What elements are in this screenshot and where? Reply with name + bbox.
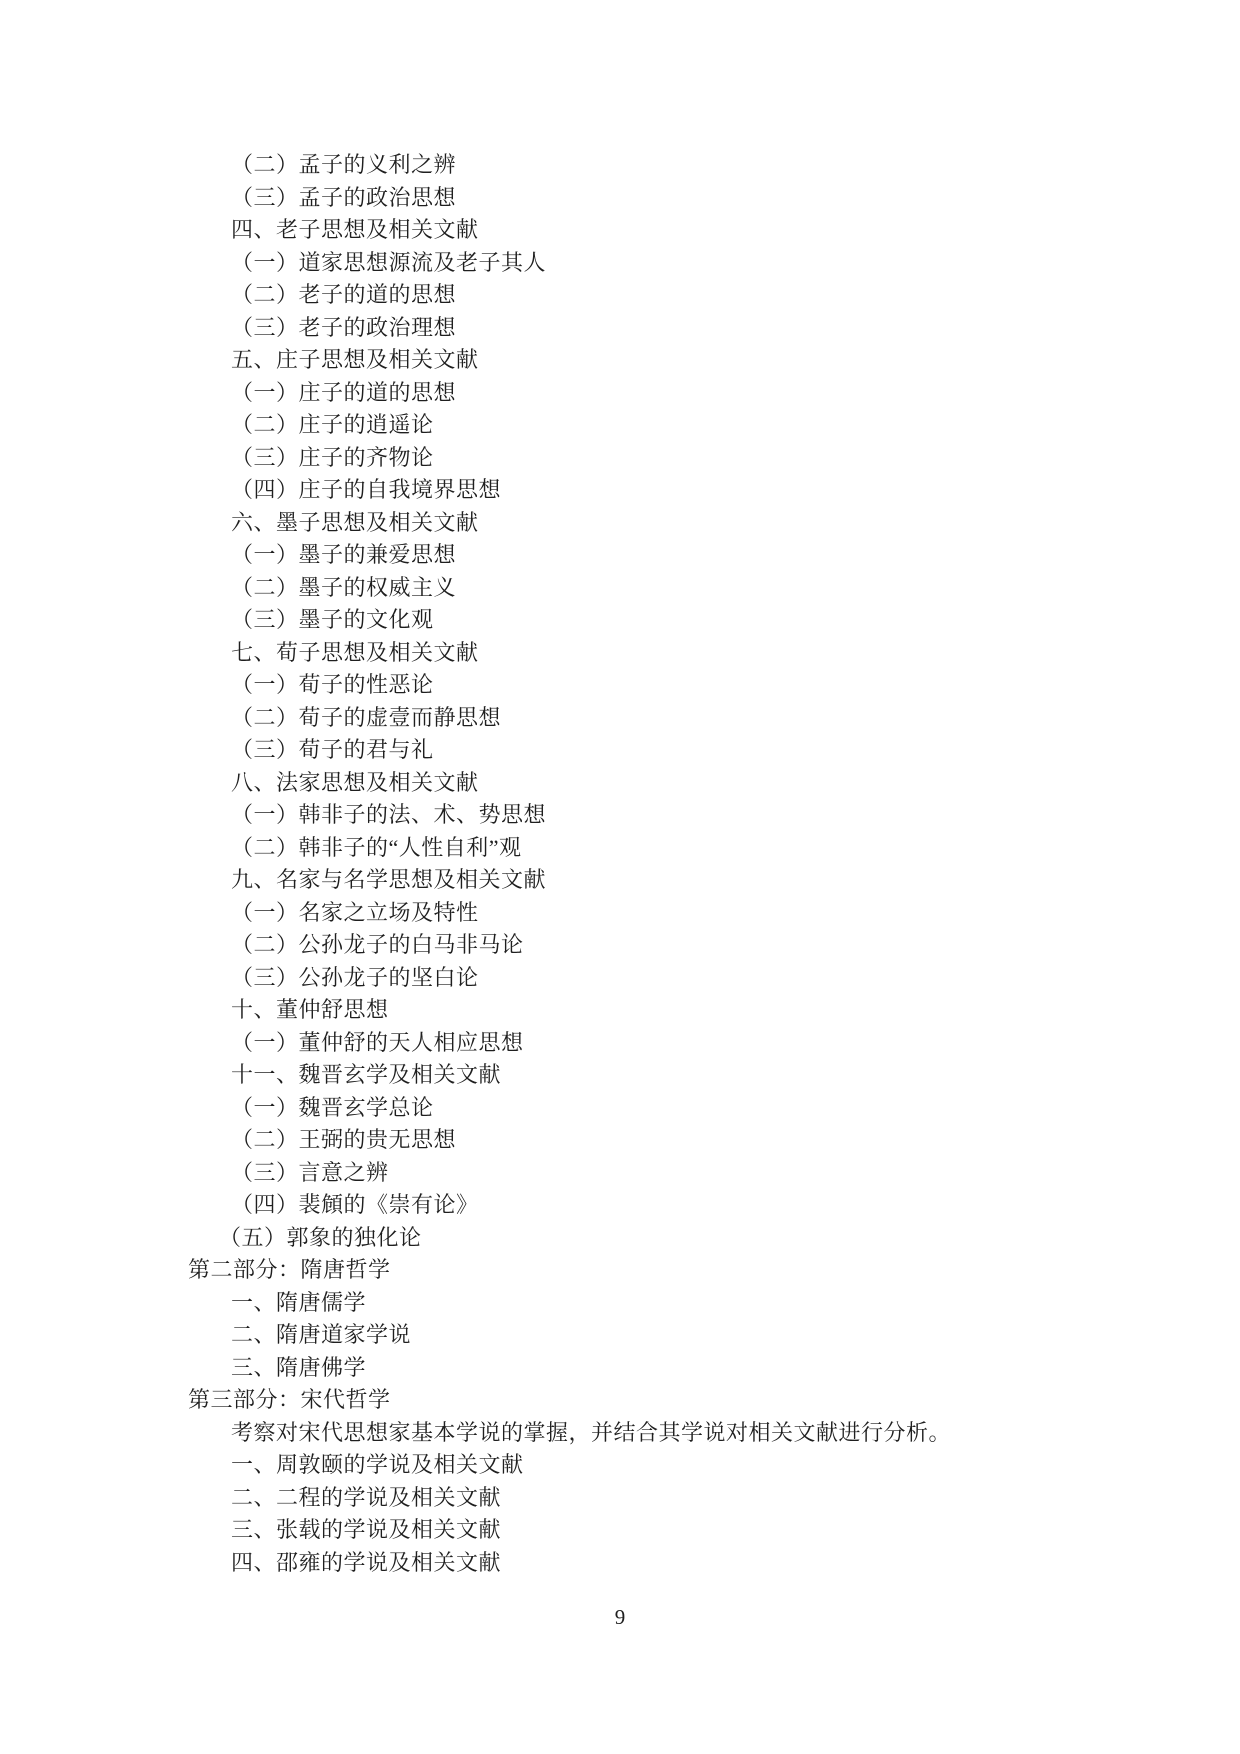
outline-line: （三）公孙龙子的坚白论 <box>231 964 479 990</box>
outline-line: 考察对宋代思想家基本学说的掌握，并结合其学说对相关文献进行分析。 <box>231 1419 952 1445</box>
outline-line: 一、隋唐儒学 <box>231 1289 367 1315</box>
outline-line: 十一、魏晋玄学及相关文献 <box>231 1062 502 1087</box>
outline-line: 五、庄子思想及相关文献 <box>231 347 479 372</box>
outline-line: （一）魏晋玄学总论 <box>231 1094 434 1120</box>
outline-line: （二）墨子的权威主义 <box>231 574 457 600</box>
outline-line: 九、名家与名学思想及相关文献 <box>231 867 547 892</box>
outline-line: （二）韩非子的“人性自利”观 <box>231 834 522 860</box>
outline-line: （三）言意之辨 <box>231 1159 389 1185</box>
outline-line: （三）老子的政治理想 <box>231 314 457 340</box>
outline-line: 四、老子思想及相关文献 <box>231 217 479 242</box>
outline-line: 第二部分：隋唐哲学 <box>188 1257 391 1282</box>
outline-line: （三）庄子的齐物论 <box>231 444 434 470</box>
outline-line: 七、荀子思想及相关文献 <box>231 639 479 665</box>
outline-line: 六、墨子思想及相关文献 <box>231 509 479 535</box>
outline-line: （二）公孙龙子的白马非马论 <box>231 932 524 957</box>
outline-line: （一）墨子的兼爱思想 <box>231 542 457 567</box>
outline-line: （四）庄子的自我境界思想 <box>231 477 502 502</box>
outline-line: （一）韩非子的法、术、势思想 <box>231 802 547 827</box>
outline-line: 三、隋唐佛学 <box>231 1354 367 1380</box>
outline-line: （二）庄子的逍遥论 <box>231 412 434 437</box>
outline-line: （二）孟子的义利之辨 <box>231 152 457 177</box>
syllabus-outline <box>188 149 1130 1579</box>
outline-line: （二）王弼的贵无思想 <box>231 1127 457 1152</box>
outline-line: 十、董仲舒思想 <box>231 997 389 1022</box>
outline-line: 一、周敦颐的学说及相关文献 <box>231 1452 524 1477</box>
outline-line: （三）孟子的政治思想 <box>231 184 457 210</box>
outline-line: 八、法家思想及相关文献 <box>231 769 479 795</box>
outline-line: （四）裴頠的《崇有论》 <box>231 1192 479 1217</box>
outline-line: （三）墨子的文化观 <box>231 607 434 632</box>
outline-line: 二、二程的学说及相关文献 <box>231 1484 502 1510</box>
outline-line: （三）荀子的君与礼 <box>231 737 434 762</box>
outline-line: 二、隋唐道家学说 <box>231 1322 412 1347</box>
outline-line: 第三部分：宋代哲学 <box>188 1387 391 1412</box>
outline-line: （一）庄子的道的思想 <box>231 379 457 405</box>
outline-line: （一）董仲舒的天人相应思想 <box>231 1029 524 1055</box>
outline-line: （一）名家之立场及特性 <box>231 899 479 925</box>
page-number: 9 <box>614 1605 626 1629</box>
outline-line: 四、邵雍的学说及相关文献 <box>231 1549 502 1575</box>
outline-line: （二）荀子的虚壹而静思想 <box>231 704 502 730</box>
outline-line: （五）郭象的独化论 <box>219 1224 422 1250</box>
outline-line: （一）荀子的性恶论 <box>231 672 434 697</box>
outline-line: （一）道家思想源流及老子其人 <box>231 249 547 275</box>
outline-line: 三、张载的学说及相关文献 <box>231 1517 502 1542</box>
outline-line: （二）老子的道的思想 <box>231 282 457 307</box>
